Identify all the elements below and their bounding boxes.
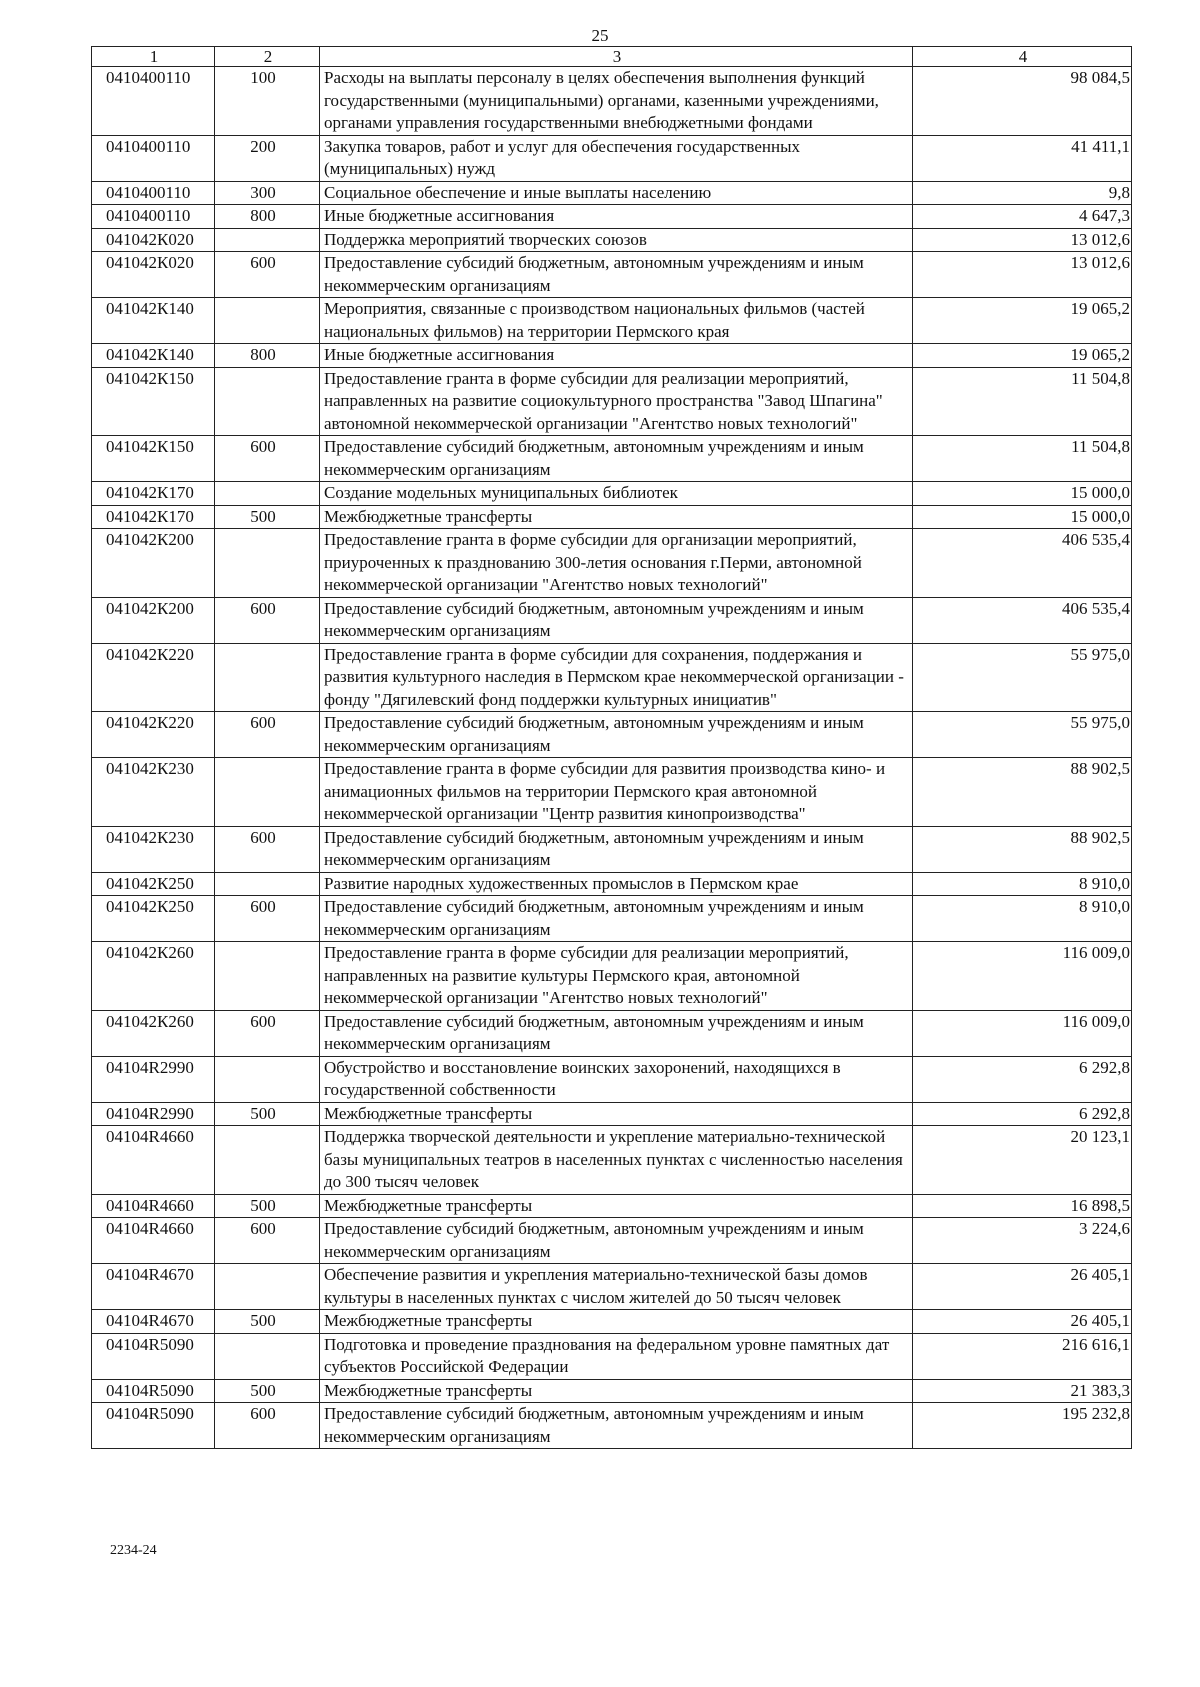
table-row [92,67,1132,136]
amount-value: 3 224,6 [913,1218,1132,1264]
expense-type-code: 600 [215,712,320,758]
table-row [92,482,1132,506]
table-row [92,436,1132,482]
expense-type-code [215,1126,320,1195]
item-description: Межбюджетные трансферты [320,1102,913,1126]
item-description: Межбюджетные трансферты [320,1310,913,1334]
expense-type-code [215,482,320,506]
table-row [92,505,1132,529]
target-article-code: 041042К220 [92,643,215,712]
amount-value: 116 009,0 [913,1010,1132,1056]
amount-value: 8 910,0 [913,872,1132,896]
expense-type-code: 600 [215,1403,320,1449]
table-row [92,228,1132,252]
table-row [92,1264,1132,1310]
item-description: Предоставление гранта в форме субсидии для сохранения, поддержания и развития культурного наследия в Пермском крае некоммерческой организации - фонду "Дягилевский фонд поддержки культурных инициатив" [320,643,913,712]
table-row [92,597,1132,643]
amount-value: 20 123,1 [913,1126,1132,1195]
amount-value: 195 232,8 [913,1403,1132,1449]
table-row [92,252,1132,298]
amount-value: 21 383,3 [913,1379,1132,1403]
table-row [92,643,1132,712]
expense-type-code [215,529,320,598]
expense-type-code [215,228,320,252]
amount-value: 88 902,5 [913,826,1132,872]
table-row [92,1218,1132,1264]
expense-type-code: 100 [215,67,320,136]
amount-value: 19 065,2 [913,298,1132,344]
amount-value: 19 065,2 [913,344,1132,368]
item-description: Предоставление гранта в форме субсидии для реализации мероприятий, направленных на развитие социокультурного пространства "Завод Шпагина" автономной некоммерческой организации "Агентство новых технологий" [320,367,913,436]
expense-type-code: 300 [215,181,320,205]
item-description: Обеспечение развития и укрепления материально-технической базы домов культуры в населенных пунктах с числом жителей до 50 тысяч человек [320,1264,913,1310]
target-article-code: 0410400110 [92,135,215,181]
amount-value: 41 411,1 [913,135,1132,181]
amount-value: 13 012,6 [913,252,1132,298]
amount-value: 406 535,4 [913,597,1132,643]
item-description: Подготовка и проведение празднования на федеральном уровне памятных дат субъектов Российской Федерации [320,1333,913,1379]
item-description: Предоставление субсидий бюджетным, автономным учреждениям и иным некоммерческим организациям [320,597,913,643]
amount-value: 6 292,8 [913,1102,1132,1126]
item-description: Предоставление субсидий бюджетным, автономным учреждениям и иным некоммерческим организациям [320,896,913,942]
item-description: Межбюджетные трансферты [320,505,913,529]
expense-type-code [215,758,320,827]
table-row [92,1403,1132,1449]
document-code: 2234-24 [110,1543,157,1558]
target-article-code: 041042К140 [92,298,215,344]
table-row [92,1102,1132,1126]
column-header-1: 1 [92,47,215,67]
item-description: Мероприятия, связанные с производством национальных фильмов (частей национальных фильмов) на территории Пермского края [320,298,913,344]
table-row [92,529,1132,598]
target-article-code: 0410400110 [92,181,215,205]
item-description: Межбюджетные трансферты [320,1379,913,1403]
item-description: Предоставление субсидий бюджетным, автономным учреждениям и иным некоммерческим организациям [320,1218,913,1264]
amount-value: 26 405,1 [913,1264,1132,1310]
item-description: Иные бюджетные ассигнования [320,344,913,368]
table-row [92,367,1132,436]
table-row [92,712,1132,758]
table-row [92,1010,1132,1056]
target-article-code: 04104R2990 [92,1056,215,1102]
target-article-code: 041042К220 [92,712,215,758]
target-article-code: 04104R4660 [92,1218,215,1264]
target-article-code: 04104R4660 [92,1194,215,1218]
target-article-code: 041042К150 [92,436,215,482]
header-row [92,47,1132,67]
item-description: Межбюджетные трансферты [320,1194,913,1218]
expense-type-code [215,872,320,896]
item-description: Создание модельных муниципальных библиотек [320,482,913,506]
expense-type-code: 800 [215,344,320,368]
table-row [92,826,1132,872]
item-description: Поддержка творческой деятельности и укрепление материально-технической базы муниципальных театров в населенных пунктах с численностью населения до 300 тысяч человек [320,1126,913,1195]
expense-type-code [215,1333,320,1379]
target-article-code: 0410400110 [92,67,215,136]
target-article-code: 041042К150 [92,367,215,436]
amount-value: 4 647,3 [913,205,1132,229]
item-description: Предоставление субсидий бюджетным, автономным учреждениям и иным некоммерческим организациям [320,252,913,298]
item-description: Предоставление субсидий бюджетным, автономным учреждениям и иным некоммерческим организациям [320,712,913,758]
item-description: Предоставление субсидий бюджетным, автономным учреждениям и иным некоммерческим организациям [320,436,913,482]
target-article-code: 04104R2990 [92,1102,215,1126]
expense-type-code: 500 [215,1379,320,1403]
amount-value: 8 910,0 [913,896,1132,942]
item-description: Поддержка мероприятий творческих союзов [320,228,913,252]
expense-type-code [215,1056,320,1102]
amount-value: 55 975,0 [913,643,1132,712]
table-row [92,1310,1132,1334]
amount-value: 6 292,8 [913,1056,1132,1102]
column-header-2: 2 [215,47,320,67]
amount-value: 55 975,0 [913,712,1132,758]
amount-value: 26 405,1 [913,1310,1132,1334]
item-description: Предоставление субсидий бюджетным, автономным учреждениям и иным некоммерческим организациям [320,1403,913,1449]
expense-type-code: 600 [215,1010,320,1056]
target-article-code: 041042К230 [92,826,215,872]
item-description: Развитие народных художественных промыслов в Пермском крае [320,872,913,896]
page-number: 25 [591,26,609,45]
target-article-code: 041042К020 [92,252,215,298]
target-article-code: 041042К260 [92,942,215,1011]
target-article-code: 04104R4670 [92,1264,215,1310]
table-row [92,1333,1132,1379]
target-article-code: 041042К170 [92,505,215,529]
item-description: Предоставление субсидий бюджетным, автономным учреждениям и иным некоммерческим организациям [320,826,913,872]
amount-value: 11 504,8 [913,367,1132,436]
item-description: Предоставление гранта в форме субсидии для реализации мероприятий, направленных на развитие культуры Пермского края, автономной некоммерческой организации "Агентство новых технологий" [320,942,913,1011]
expense-type-code: 500 [215,505,320,529]
table-row [92,1379,1132,1403]
expense-type-code: 600 [215,252,320,298]
table-row [92,298,1132,344]
table-body [92,67,1132,1449]
expense-type-code [215,942,320,1011]
expense-type-code: 500 [215,1194,320,1218]
budget-table [91,46,1132,1449]
item-description: Закупка товаров, работ и услуг для обеспечения государственных (муниципальных) нужд [320,135,913,181]
table-row [92,135,1132,181]
item-description: Предоставление гранта в форме субсидии для развития производства кино- и анимационных фильмов на территории Пермского края автономной некоммерческой организации "Центр развития кинопроизводства" [320,758,913,827]
amount-value: 11 504,8 [913,436,1132,482]
column-header-3: 3 [320,47,913,67]
table-row [92,344,1132,368]
expense-type-code: 500 [215,1102,320,1126]
target-article-code: 04104R4670 [92,1310,215,1334]
item-description: Обустройство и восстановление воинских захоронений, находящихся в государственной собственности [320,1056,913,1102]
target-article-code: 041042К260 [92,1010,215,1056]
table-row [92,942,1132,1011]
table-row [92,896,1132,942]
item-description: Расходы на выплаты персоналу в целях обеспечения выполнения функций государственными (муниципальными) органами, казенными учреждениями, органами управления государственными внебюджетными фондами [320,67,913,136]
expense-type-code: 600 [215,1218,320,1264]
amount-value: 98 084,5 [913,67,1132,136]
table-row [92,1194,1132,1218]
amount-value: 9,8 [913,181,1132,205]
table-row [92,758,1132,827]
target-article-code: 0410400110 [92,205,215,229]
amount-value: 15 000,0 [913,505,1132,529]
item-description: Социальное обеспечение и иные выплаты населению [320,181,913,205]
expense-type-code: 600 [215,597,320,643]
column-header-4: 4 [913,47,1132,67]
amount-value: 13 012,6 [913,228,1132,252]
item-description: Предоставление субсидий бюджетным, автономным учреждениям и иным некоммерческим организациям [320,1010,913,1056]
table-row [92,1126,1132,1195]
target-article-code: 04104R4660 [92,1126,215,1195]
target-article-code: 04104R5090 [92,1379,215,1403]
expense-type-code: 500 [215,1310,320,1334]
expense-type-code: 600 [215,896,320,942]
expense-type-code [215,643,320,712]
expense-type-code: 200 [215,135,320,181]
target-article-code: 041042К200 [92,529,215,598]
table-row [92,205,1132,229]
amount-value: 88 902,5 [913,758,1132,827]
item-description: Иные бюджетные ассигнования [320,205,913,229]
target-article-code: 041042К250 [92,896,215,942]
expense-type-code [215,367,320,436]
target-article-code: 041042К140 [92,344,215,368]
target-article-code: 041042К020 [92,228,215,252]
target-article-code: 041042К200 [92,597,215,643]
expense-type-code: 600 [215,826,320,872]
target-article-code: 04104R5090 [92,1333,215,1379]
target-article-code: 041042К250 [92,872,215,896]
target-article-code: 041042К170 [92,482,215,506]
expense-type-code: 600 [215,436,320,482]
expense-type-code: 800 [215,205,320,229]
amount-value: 216 616,1 [913,1333,1132,1379]
target-article-code: 04104R5090 [92,1403,215,1449]
amount-value: 406 535,4 [913,529,1132,598]
table-row [92,181,1132,205]
table-row [92,872,1132,896]
amount-value: 116 009,0 [913,942,1132,1011]
amount-value: 15 000,0 [913,482,1132,506]
expense-type-code [215,298,320,344]
expense-type-code [215,1264,320,1310]
table-row [92,1056,1132,1102]
item-description: Предоставление гранта в форме субсидии для организации мероприятий, приуроченных к празднованию 300-летия основания г.Перми, автономной некоммерческой организации "Агентство новых технологий" [320,529,913,598]
amount-value: 16 898,5 [913,1194,1132,1218]
target-article-code: 041042К230 [92,758,215,827]
